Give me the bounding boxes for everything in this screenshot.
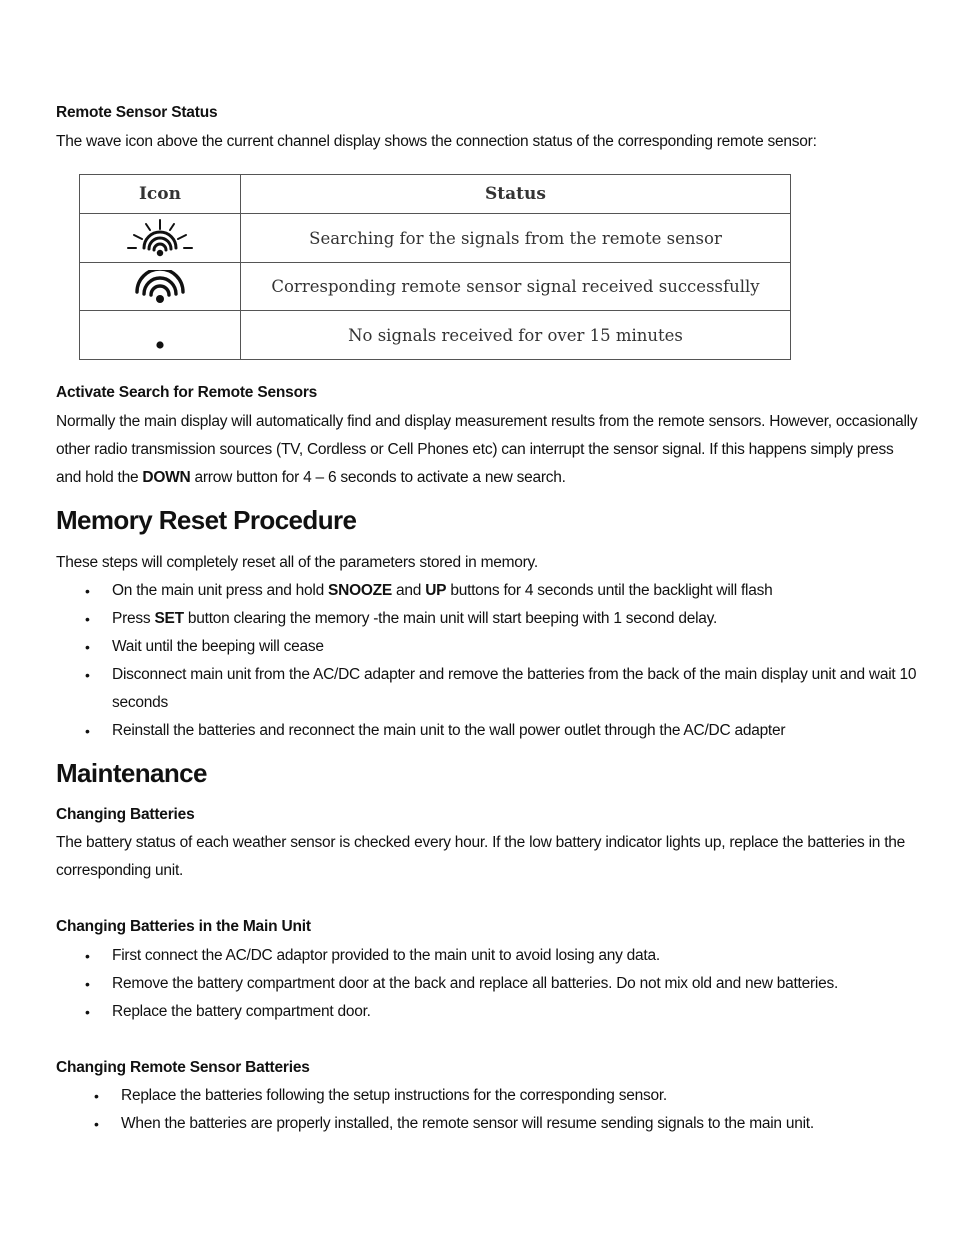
changing-batteries-text: The battery status of each weather sensor is checked every hour. If the low battery indicator lights up, replace the batteries in the corresponding unit. (56, 834, 906, 879)
table-row (80, 311, 791, 360)
step-text: Replace the battery compartment door. (112, 1003, 371, 1020)
list-item (56, 970, 926, 998)
step-text: Replace the batteries following the setup instructions for the corresponding sensor. (121, 1087, 667, 1104)
bullet-icon: • (85, 976, 90, 992)
remote-sensor-status-heading: Remote Sensor Status (56, 104, 218, 121)
main-unit-batteries-heading: Changing Batteries in the Main Unit (56, 918, 311, 935)
bullet-icon: • (85, 583, 90, 599)
icon-cell (80, 311, 241, 360)
activate-search-text-1: Normally the main display will automatically find and display measurement results from the remote sensors. However, occasionally other radio transmission sources (TV, Cordless or Cell Phones etc) can interrupt the sensor signal. If this happens simply press and hold the (56, 413, 918, 486)
bullet-icon: • (85, 667, 90, 683)
step-text: When the batteries are properly installed, the remote sensor will resume sending signals to the main unit. (121, 1115, 814, 1132)
no-signal-dot-icon (154, 337, 166, 353)
step-text: Disconnect main unit from the AC/DC adapter and remove the batteries from the back of the main display unit and wait 10 seconds (112, 666, 917, 711)
icon-column-header: Icon (80, 175, 241, 214)
memory-reset-title: Memory Reset Procedure (56, 505, 357, 535)
step-text: and (391, 582, 426, 599)
bullet-icon: • (85, 611, 90, 627)
signal-received-icon (132, 270, 188, 304)
step-text: Remove the battery compartment door at the back and replace all batteries. Do not mix old and new batteries. (112, 975, 839, 992)
remote-sensor-steps (56, 1082, 926, 1138)
list-item (56, 605, 926, 633)
down-button-label: DOWN (142, 469, 191, 486)
activate-search-text-2: arrow button for 4 – 6 seconds to activate a new search. (190, 469, 566, 486)
bullet-icon: • (85, 1004, 90, 1020)
table-row (80, 262, 791, 311)
snooze-button-label: SNOOZE (328, 582, 392, 599)
list-item (56, 1110, 926, 1138)
activate-search-heading: Activate Search for Remote Sensors (56, 384, 318, 401)
list-item (56, 942, 926, 970)
activate-search-paragraph (56, 408, 922, 492)
list-item (56, 633, 926, 661)
list-item (56, 998, 926, 1026)
step-text: First connect the AC/DC adaptor provided to the main unit to avoid losing any data. (112, 947, 660, 964)
table-header-row (80, 175, 791, 214)
memory-reset-intro: These steps will completely reset all of the parameters stored in memory. (56, 554, 538, 571)
list-item (56, 577, 926, 605)
bullet-icon: • (85, 639, 90, 655)
step-text: Reinstall the batteries and reconnect the main unit to the wall power outlet through the AC/DC adapter (112, 722, 786, 739)
status-cell: Searching for the signals from the remote sensor (241, 214, 791, 263)
set-button-label: SET (154, 610, 184, 627)
status-cell: Corresponding remote sensor signal received successfully (241, 262, 791, 311)
bullet-icon: • (94, 1088, 99, 1104)
bullet-icon: • (94, 1116, 99, 1132)
step-text: button clearing the memory -the main unit will start beeping with 1 second delay. (183, 610, 718, 627)
bullet-icon: • (85, 948, 90, 964)
maintenance-title: Maintenance (56, 758, 207, 788)
list-item (56, 717, 926, 745)
searching-signal-icon (122, 218, 198, 258)
changing-batteries-heading: Changing Batteries (56, 806, 195, 823)
sensor-status-table (79, 174, 791, 360)
main-unit-steps (56, 942, 926, 1026)
step-text: Wait until the beeping will cease (112, 638, 324, 655)
memory-reset-steps (56, 577, 926, 745)
icon-cell (80, 262, 241, 311)
remote-sensor-status-intro: The wave icon above the current channel display shows the connection status of the corresponding remote sensor: (56, 133, 817, 150)
up-button-label: UP (425, 582, 447, 599)
icon-cell (80, 214, 241, 263)
status-column-header: Status (241, 175, 791, 214)
table-row (80, 214, 791, 263)
list-item (56, 661, 926, 717)
step-text: buttons for 4 seconds until the backlight will flash (446, 582, 773, 599)
step-text: Press (112, 610, 155, 627)
status-cell: No signals received for over 15 minutes (241, 311, 791, 360)
list-item (56, 1082, 926, 1110)
bullet-icon: • (85, 723, 90, 739)
step-text: On the main unit press and hold (112, 582, 329, 599)
remote-sensor-batteries-heading: Changing Remote Sensor Batteries (56, 1059, 310, 1076)
